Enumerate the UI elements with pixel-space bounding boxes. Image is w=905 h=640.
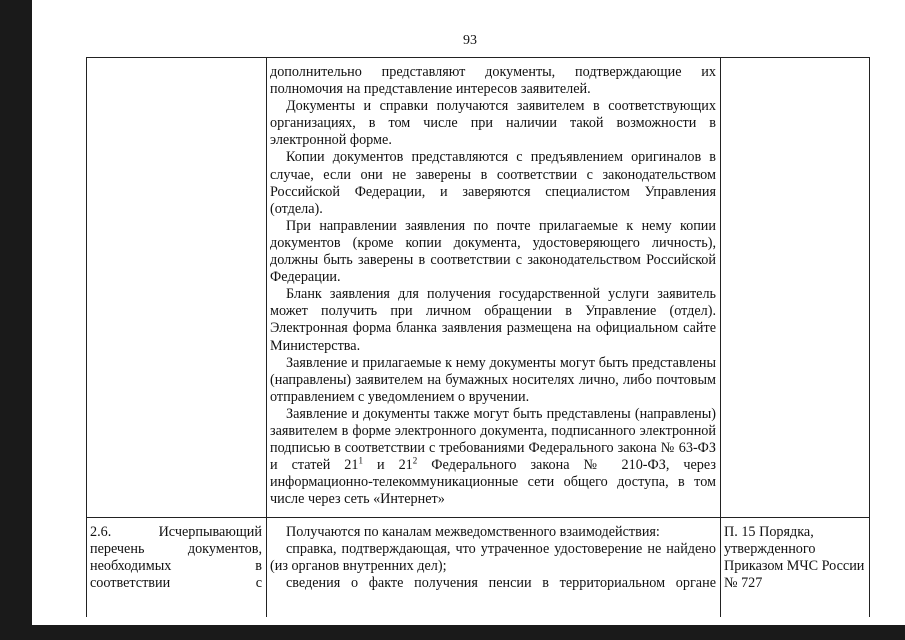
table-border-right [869, 57, 870, 617]
heading-line: необходимых в [90, 558, 262, 575]
paragraph: дополнительно представляют документы, подтверждающие их полномочия на представление интересов заявителей. [270, 64, 716, 98]
scan-border-bottom [0, 625, 905, 640]
row1-middle-cell [270, 64, 716, 508]
reference-line: утвержденного [724, 541, 816, 558]
text-segment: и 21 [362, 457, 413, 474]
row2-right-cell [724, 524, 869, 592]
paragraph: Получаются по каналам межведомственного взаимодействия: [286, 524, 660, 540]
superscript: 2 [412, 455, 418, 466]
superscript: 1 [358, 455, 363, 466]
reference-line: П. 15 Порядка, [724, 524, 814, 540]
table-border-left [86, 57, 87, 617]
page-number: 93 [463, 33, 477, 48]
scan-border-left [0, 0, 32, 640]
paragraph-with-superscripts [270, 406, 716, 509]
heading-line: соответствии с [90, 575, 262, 592]
reference-line: Приказом МЧС России [724, 558, 865, 575]
paragraph: При направлении заявления по почте прилагаемые к нему копии документов (кроме копии документа, удостоверяющего личность), должны быть заверены в соответствии с законодательством Российской Федерации. [270, 217, 716, 286]
document-table [86, 57, 870, 617]
paragraph: Бланк заявления для получения государственной услуги заявитель может получить при личном обращении в Управление (отдел). Электронная форма бланка заявления размещена на официальном сайте Министерства. [270, 286, 716, 354]
row2-middle-cell [270, 524, 716, 592]
paragraph: Заявление и прилагаемые к нему документы могут быть представлены (направлены) заявителем на бумажных носителях лично, либо почтовым отправлением с уведомлением о вручении. [270, 354, 716, 405]
row2-left-cell [90, 524, 262, 592]
paragraph: сведения о факте получения пенсии в территориальном органе [286, 575, 716, 592]
table-divider-2 [720, 57, 721, 617]
paragraph: Документы и справки получаются заявителем в соответствующих организациях, в том числе при наличии такой возможности в электронной форме. [270, 98, 716, 149]
table-border-top [86, 57, 870, 58]
heading-line: 2.6. Исчерпывающий [90, 524, 262, 540]
text-segment: Федерального закона № 210-ФЗ, через информационно-телекоммуникационные сети общего доступа, в том числе через сеть «Интернет» [270, 457, 716, 508]
reference-line: № 727 [724, 575, 763, 592]
paragraph: Копии документов представляются с предъявлением оригиналов в случае, если они не заверены в соответствии с законодательством Российской Федерации, и заверяются специалистом Управления (отдела). [270, 149, 716, 217]
heading-line: перечень документов, [90, 541, 262, 558]
table-divider-1 [266, 57, 267, 617]
text-segment: Заявление и документы также могут быть представлены (направлены) заявителем в форме электронного документа, подписанного электронной подписью в соответствии с требованиями Федерального закона № 63-ФЗ и статей 21 [270, 405, 716, 474]
paragraph: справка, подтверждающая, что утраченное удостоверение не найдено (из органов внутренних дел); [270, 541, 716, 575]
table-row-divider [86, 517, 870, 518]
